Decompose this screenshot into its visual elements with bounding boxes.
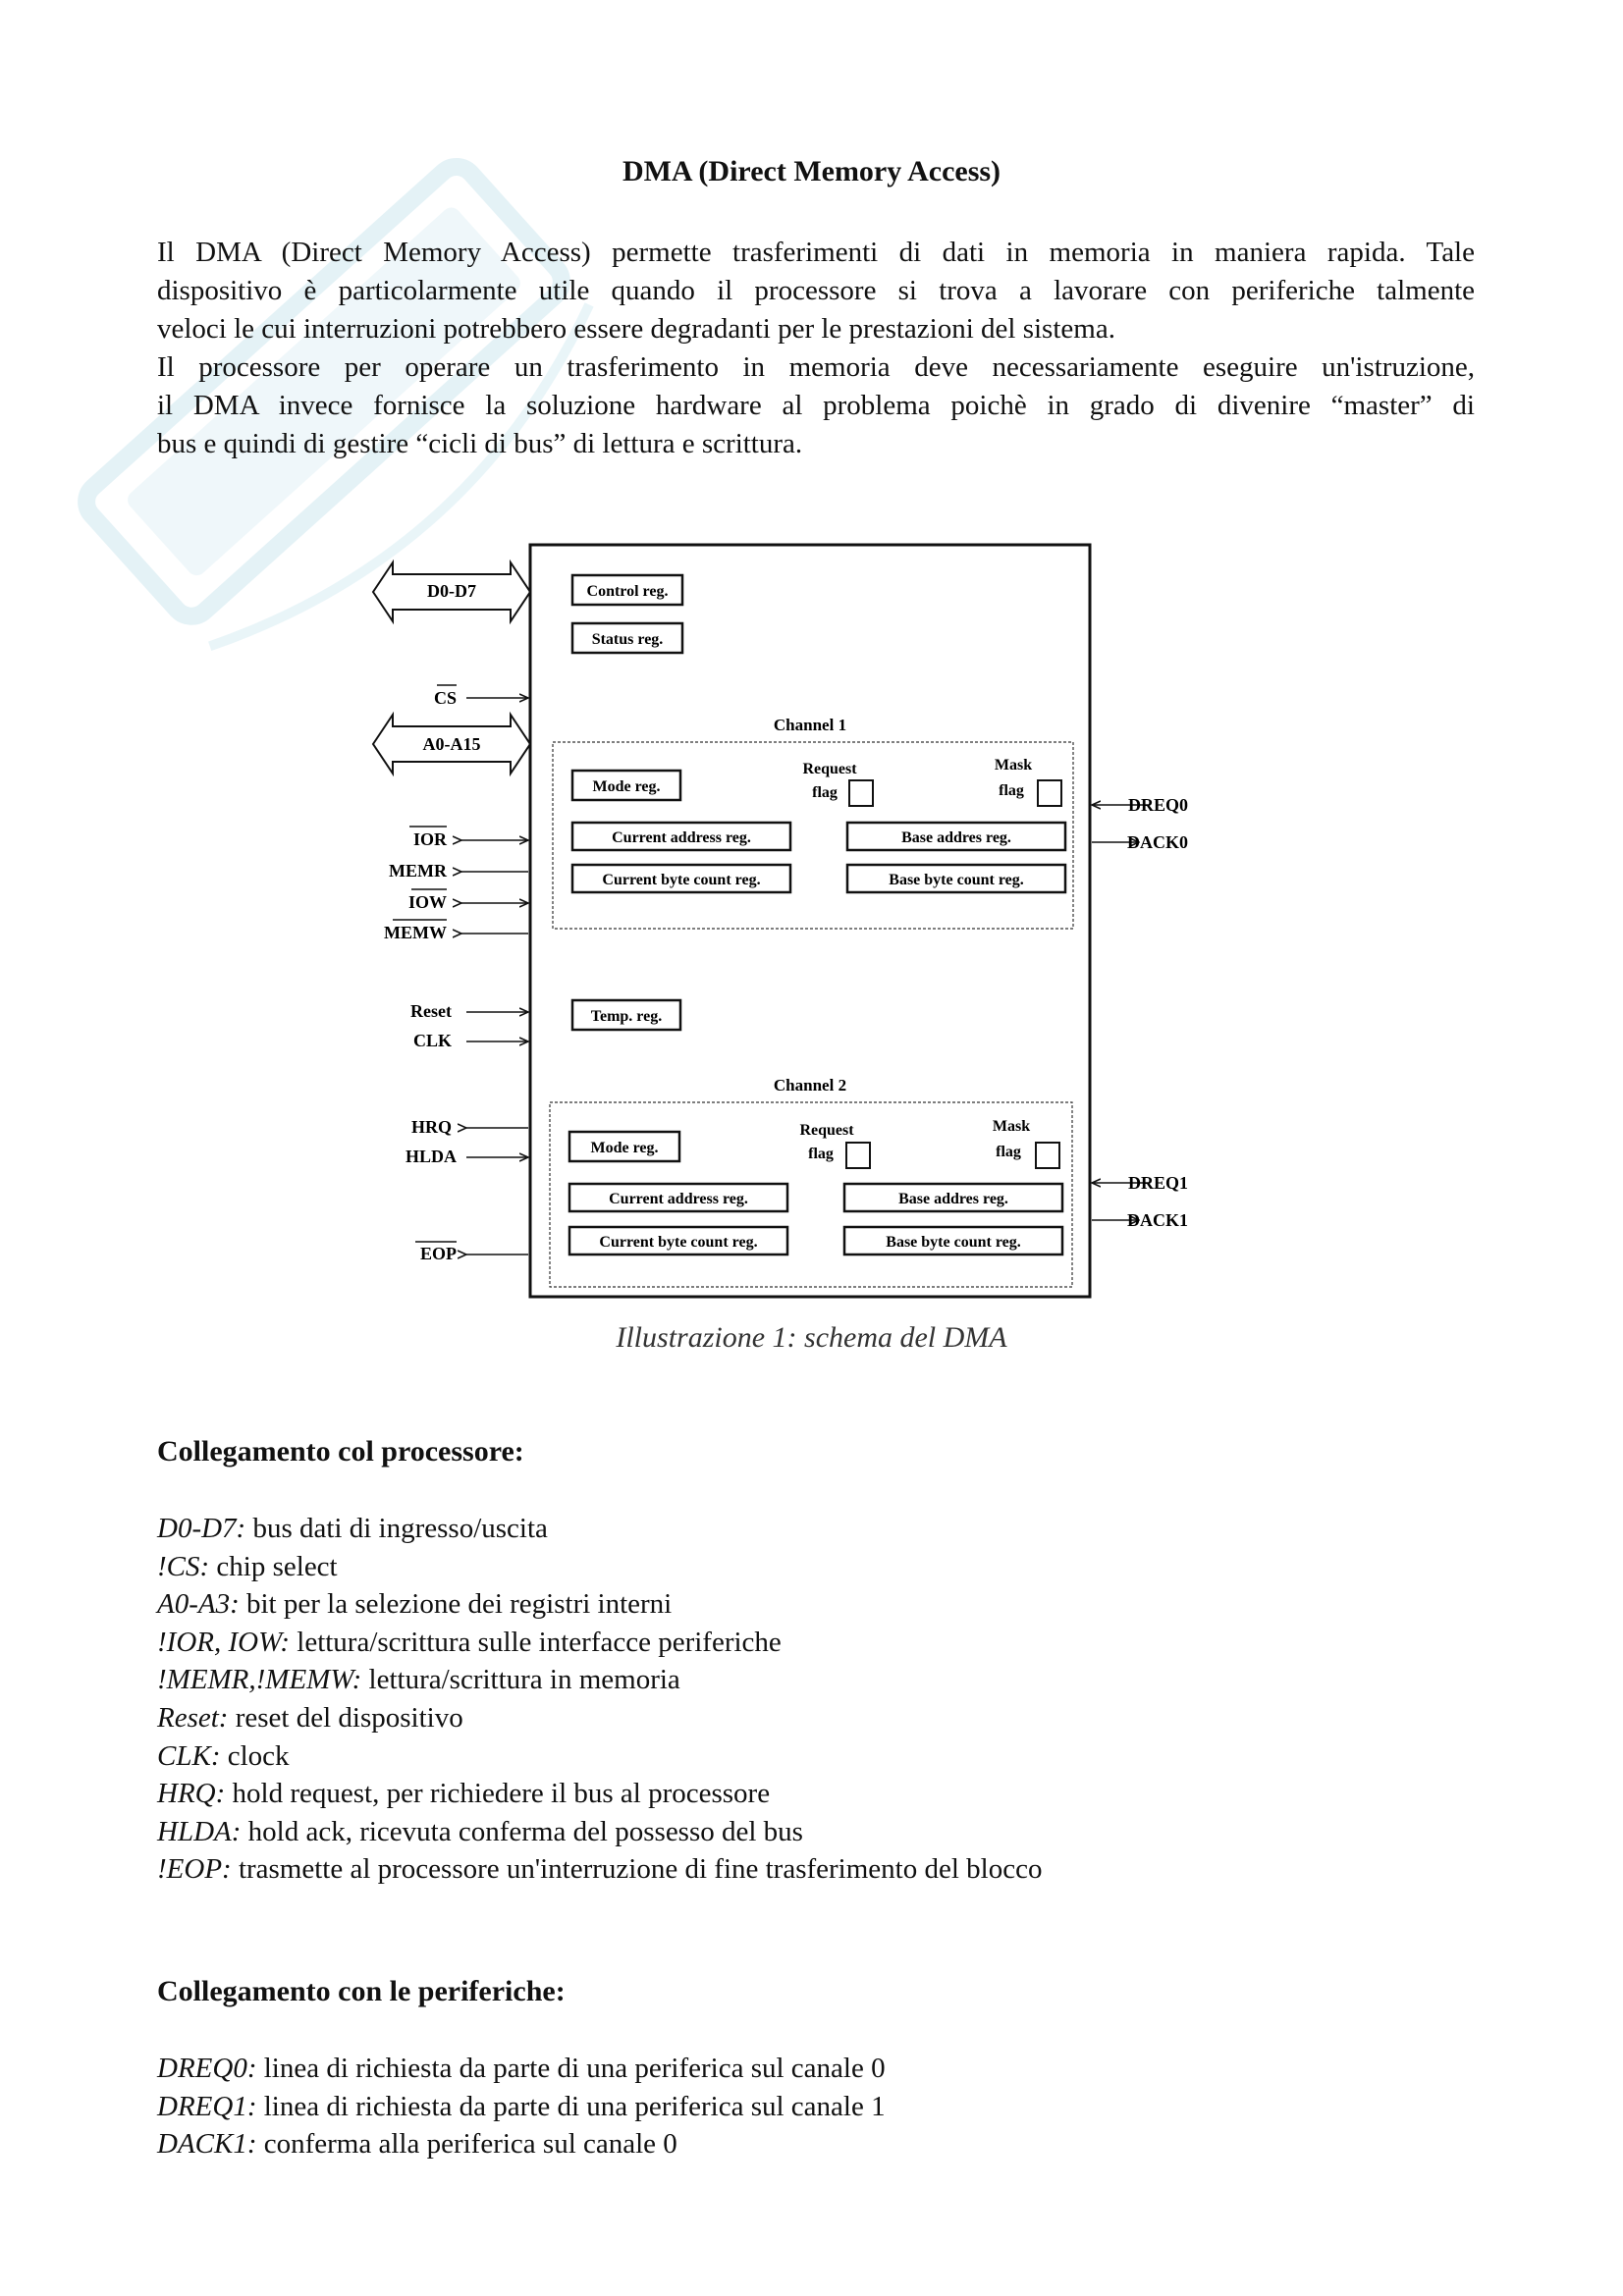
- channel-1-base-address-label: Base addres reg.: [901, 829, 1011, 846]
- list-item: DREQ0: linea di richiesta da parte di una periferica sul canale 0: [157, 2053, 886, 2084]
- peripheral-signal-list: [157, 2050, 886, 2163]
- clk-label: CLK: [412, 1031, 452, 1050]
- dreq0-label: DREQ0: [1127, 795, 1188, 815]
- memw-label: MEMW: [384, 923, 447, 942]
- processor-signal-list: [157, 1510, 1042, 1889]
- channel-2-mask-flag-label: flag: [996, 1144, 1021, 1160]
- channel-1-title: Channel 1: [773, 716, 847, 734]
- channel-2-current-count-label: Current byte count reg.: [599, 1234, 758, 1251]
- channel-1-request-flag-label: flag: [812, 784, 838, 801]
- page-title: DMA (Direct Memory Access): [622, 155, 1001, 187]
- list-item: D0-D7: bus dati di ingresso/uscita: [157, 1513, 548, 1544]
- channel-1-current-count-label: Current byte count reg.: [602, 872, 761, 888]
- channel-1-mode-label: Mode reg.: [592, 778, 661, 795]
- channel-1-current-address-label: Current address reg.: [612, 829, 751, 846]
- intro-line: bus e quindi di gestire “cicli di bus” di lettura e scrittura.: [157, 428, 803, 459]
- list-item: Reset: reset del dispositivo: [157, 1701, 463, 1734]
- reset-label: Reset: [410, 1001, 452, 1021]
- intro-line: Il DMA (Direct Memory Access) permette trasferimenti di dati in memoria in maniera rapida. Tale: [157, 237, 1475, 268]
- channel-1-mask-flag-box: [1038, 780, 1061, 806]
- channel-2-current-address-label: Current address reg.: [609, 1191, 748, 1207]
- channel-1-request-label: Request: [802, 761, 857, 777]
- channel-1-mask-label: Mask: [994, 757, 1033, 774]
- list-item: !CS: chip select: [157, 1550, 338, 1582]
- channel-1-base-count-label: Base byte count reg.: [889, 872, 1024, 888]
- intro-line: dispositivo è particolarmente utile quando il processore si trova a lavorare con periferiche talmente: [157, 275, 1475, 306]
- dreq1-label: DREQ1: [1127, 1173, 1188, 1193]
- cs-label: CS: [433, 688, 457, 708]
- hlda-label: HLDA: [405, 1147, 457, 1166]
- figure-caption: Illustrazione 1: schema del DMA: [616, 1321, 1007, 1354]
- section-heading-processor: Collegamento col processore:: [157, 1435, 524, 1468]
- list-item: HRQ: hold request, per richiedere il bus al processore: [157, 1778, 771, 1810]
- channel-2-mask-label: Mask: [992, 1118, 1031, 1135]
- channel-2-request-flag-box: [846, 1143, 870, 1168]
- a0-a15-label: A0-A15: [422, 734, 481, 754]
- hrq-label: HRQ: [410, 1117, 452, 1137]
- channel-1-mask-flag-label: flag: [999, 782, 1024, 799]
- ior-label: IOR: [412, 829, 447, 849]
- temp-register-label: Temp. reg.: [590, 1008, 663, 1025]
- control-register-label: Control reg.: [586, 583, 669, 600]
- list-item: HLDA: hold ack, ricevuta conferma del possesso del bus: [157, 1815, 803, 1847]
- list-item: CLK: clock: [157, 1739, 290, 1772]
- dma-block-diagram: [363, 530, 1188, 1306]
- list-item: DREQ1: linea di richiesta da parte di una periferica sul canale 1: [157, 2090, 886, 2122]
- list-item: DACK1: conferma alla periferica sul canale 0: [157, 2128, 677, 2161]
- channel-2-base-count-label: Base byte count reg.: [886, 1234, 1021, 1251]
- dack1-label: DACK1: [1127, 1210, 1188, 1230]
- status-register-label: Status reg.: [591, 631, 664, 648]
- dack0-label: DACK0: [1127, 832, 1188, 852]
- intro-line: Il processore per operare un trasferimento in memoria deve necessariamente eseguire un'istruzione,: [157, 351, 1475, 383]
- d0-d7-label: D0-D7: [427, 581, 476, 601]
- section-heading-peripherals: Collegamento con le periferiche:: [157, 1975, 566, 2007]
- channel-2-title: Channel 2: [773, 1076, 847, 1095]
- intro-line: il DMA invece fornisce la soluzione hardware al problema poichè in grado di divenire “master” di: [157, 390, 1475, 421]
- list-item: A0-A3: bit per la selezione dei registri interni: [157, 1588, 673, 1621]
- channel-2-base-address-label: Base addres reg.: [898, 1191, 1008, 1207]
- channel-2-mode-label: Mode reg.: [590, 1140, 659, 1156]
- list-item: !IOR, IOW: lettura/scrittura sulle interfacce periferiche: [157, 1626, 782, 1658]
- list-item: !EOP: trasmette al processore un'interruzione di fine trasferimento del blocco: [157, 1853, 1043, 1886]
- list-item: !MEMR,!MEMW: lettura/scrittura in memoria: [157, 1664, 680, 1696]
- intro-line: veloci le cui interruzioni potrebbero essere degradanti per le prestazioni del sistema.: [157, 313, 1115, 345]
- channel-2-request-flag-label: flag: [808, 1146, 834, 1162]
- memr-label: MEMR: [389, 861, 447, 881]
- channel-1-request-flag-box: [849, 780, 873, 806]
- intro-paragraph: [157, 234, 1475, 463]
- channel-2-mask-flag-box: [1036, 1143, 1059, 1168]
- iow-label: IOW: [407, 892, 447, 912]
- channel-2-request-label: Request: [799, 1122, 854, 1139]
- eop-label: EOP: [419, 1244, 457, 1263]
